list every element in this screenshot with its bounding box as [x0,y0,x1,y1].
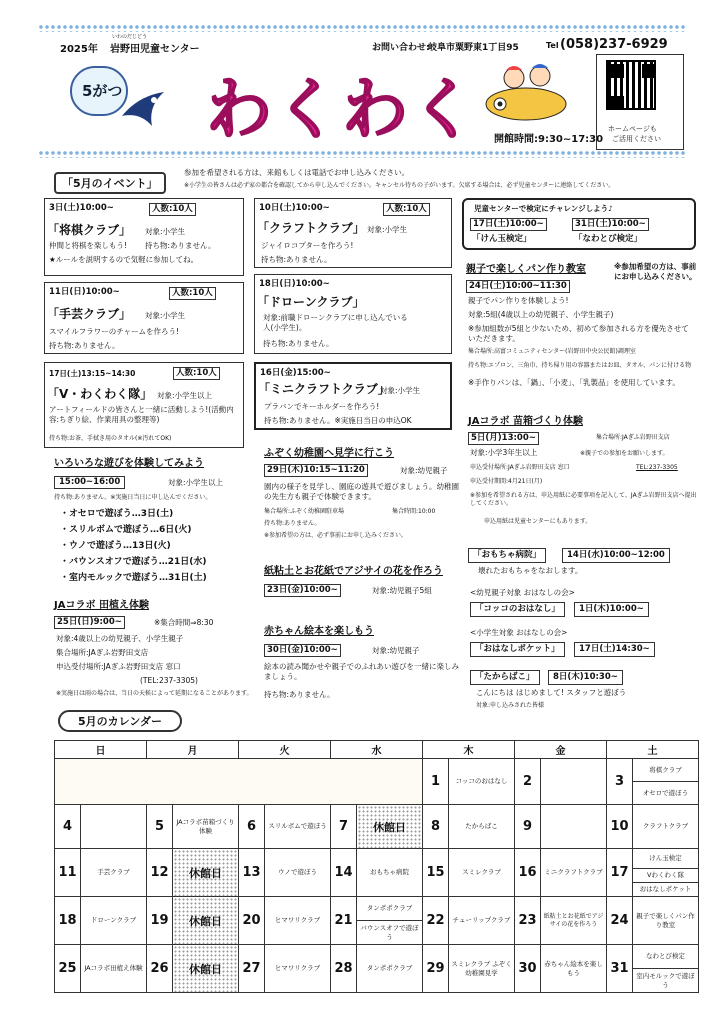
shogi-bring: 持ち物:ありません。 [145,241,216,250]
cal-event: ミニクラフトクラブ [541,849,607,897]
vwaku-date: 17日(土)13:15~14:30 [49,369,136,378]
month-badge: 5がつ [82,82,123,100]
cal-event: 手芸クラブ [81,849,147,897]
ehon-desc: 絵本の読み聞かせや親子でのふれあい遊びを一緒に楽しみましょう。 [264,662,459,681]
date-15: 15 [423,849,449,897]
challenge-name-2: 「なわとび検定」 [574,234,643,244]
swallow-icon [118,86,166,132]
cal-event: 室内モルックで遊ぼう [633,969,699,993]
drone-date: 18日(日)10:00~ [259,279,330,289]
cal-event: 赤ちゃん絵本を楽しもう [541,945,607,993]
closed-day: 休館日 [173,849,239,897]
ja-rice-target: 対象:小学3年生以上 [470,448,538,457]
shogi-target: 対象:小学生 [145,227,186,236]
cal-event: スリルボムで遊ぼう [265,805,331,849]
ehon-date: 30日(金)10:00~ [264,644,341,657]
ehon-title: 赤ちゃん絵本を楽しもう [264,626,374,637]
events-note-2: ※小学生の皆さんは必ず家の都合を確認してから申し込んでください。キャンセル待ちの子がいます。欠席する場合は、必ず児童センターに連絡してください。 [184,182,615,189]
ehon-target: 対象:幼児親子 [372,646,420,655]
challenge-title: 児童センターで検定にチャレンジしよう♪ [474,204,613,213]
play-item: ・スリルボムで遊ぼう…6日(火) [60,525,192,535]
craft-bring: 持ち物:ありません。 [261,255,332,264]
cal-event: タンポポクラブ [357,945,423,993]
drone-box [254,274,452,354]
date-14: 14 [331,849,357,897]
play-item: ・ウノで遊ぼう…13日(火) [60,541,171,551]
contact-label: お問い合わせ: [372,43,430,53]
kindergarten-date: 29日(木)10:15~11:20 [264,464,368,477]
minicraft-bring: 持ち物:ありません。※実施日当日の申込OK [264,416,412,425]
ohanashi-group-2: <小学生対象 おはなしの会> [470,628,568,637]
ja-rice-meet: 集合場所:JAぎふ岩野田支店 [596,434,670,441]
date-6: 6 [239,805,265,849]
date-2: 2 [515,759,541,805]
play-title: いろいろな遊びを体験してみよう [54,458,204,469]
koinobori-kids-icon [478,60,574,126]
cal-event: スミレクラブ [449,849,515,897]
ohanashi-date-2: 17日(土)14:30~ [574,642,655,657]
cal-event: 紙粘土とお花紙でアジサイの花を作ろう [541,897,607,945]
ja-rice-apply: 申込受付場所:JAぎふ岩野田支店 窓口 [470,464,570,471]
ja-rice-tel: TEL:237-3305 [636,464,678,471]
mid-dot-band [38,150,686,158]
vwaku-capacity: 人数:10人 [173,367,220,380]
shugei-target: 対象:小学生 [145,311,186,320]
minicraft-box [254,362,452,430]
minicraft-date: 16日(金)15:00~ [260,368,331,378]
drone-bring: 持ち物:ありません。 [263,339,334,348]
ohanashi-name-2: 「おはなしポケット」 [470,642,565,657]
bread-note-right: ※参加希望の方は、事前にお申し込みください。 [614,262,697,281]
cal-event: タンポポクラブ [357,897,423,921]
ja-taue-tel: (TEL:237-3305) [140,676,198,685]
date-27: 27 [239,945,265,993]
date-18: 18 [55,897,81,945]
kindergarten-note: ※参加希望の方は、必ず事前にお申し込みください。 [264,532,408,539]
ja-taue-date: 25日(日)9:00~ [54,616,125,629]
vwaku-box [44,362,244,448]
challenge-date-2: 31日(土)10:00~ [572,218,649,231]
bread-desc: 親子でパン作りを体験しよう! [468,296,569,305]
date-19: 19 [147,897,173,945]
shogi-title: 「将棋クラブ」 [47,223,132,237]
craft-desc: ジャイロコプターを作ろう! [261,241,354,250]
date-28: 28 [331,945,357,993]
craft-target: 対象:小学生 [367,225,408,234]
vwaku-bring: 持ち物:お茶、手拭き用のタオル(※汚れてOK) [49,435,172,442]
day-header: 水 [331,741,423,759]
date-21: 21 [331,897,357,945]
craft-title: 「クラフトクラブ」 [257,221,365,235]
cal-event: ヒマワリクラブ [265,897,331,945]
tel-label: Tel [546,41,559,50]
cal-event: 将棋クラブ [633,759,699,782]
calendar-title: 5月のカレンダー [58,710,182,732]
address: 岐阜市粟野東1丁目95 [428,43,519,53]
cal-event: Vわくわく隊 [633,869,699,883]
day-header: 火 [239,741,331,759]
date-1: 1 [423,759,449,805]
bread-note-2: ※手作りパンは、「鍋」、「小麦」、「乳製品」を使用しています。 [468,378,680,387]
calendar-table [54,740,699,993]
date-31: 31 [607,945,633,993]
qr-caption-2: ご活用ください [612,135,661,143]
shugei-title: 「手芸クラブ」 [47,307,132,321]
kindergarten-place: 集合場所:ふぞく幼稚園駐車場 [264,508,345,515]
shogi-desc: 仲間と将棋を楽しもう! [49,241,128,250]
ehon-bring: 持ち物:ありません。 [264,690,335,699]
shugei-capacity: 人数:10人 [169,287,216,300]
vwaku-title: 「V・わくわく隊」 [47,387,153,401]
craft-box [254,198,452,268]
qr-code[interactable] [606,60,656,110]
date-11: 11 [55,849,81,897]
date-29: 29 [423,945,449,993]
events-note-1: 参加を希望される方は、来館もしくは電話でお申し込みください。 [184,168,409,177]
center-name: 岩野田児童センター [110,44,200,55]
date-4: 4 [55,805,81,849]
ja-taue-meet: 集合場所:JAぎふ岩野田支店 [56,648,149,657]
play-item: ・バウンスオフで遊ぼう…21日(水) [60,557,207,567]
qr-caption-1: ホームページも [608,125,657,133]
nendo-date: 23日(金)10:00~ [264,584,341,597]
kindergarten-title: ふぞく幼稚園へ見学に行こう [264,448,394,459]
kindergarten-bring: 持ち物:ありません。 [264,520,321,527]
ja-rice-note-1: ※親子での参加をお願いします。 [580,450,669,457]
date-3: 3 [607,759,633,805]
page-title: わくわく [206,71,478,148]
shugei-date: 11日(日)10:00~ [49,287,120,297]
cal-event: スミレクラブ ふぞく幼稚園見学 [449,945,515,993]
closed-day: 休館日 [173,897,239,945]
play-item: ・オセロで遊ぼう…3日(土) [60,509,174,519]
shugei-box [44,282,244,354]
bread-note-1: ※参加組数が5組と少ないため、初めて参加される方を優先させていただきます。 [468,324,689,343]
drone-title: 「ドローンクラブ」 [257,295,365,309]
cal-event: ウノで遊ぼう [265,849,331,897]
ja-taue-note: ※実施日は雨の場合は、当日の天候によって延期になることがあります。 [56,690,253,697]
play-time: 15:00~16:00 [54,476,125,489]
calendar-illustration [55,759,423,805]
date-12: 12 [147,849,173,897]
date-22: 22 [423,897,449,945]
play-list [60,506,207,586]
date-10: 10 [607,805,633,849]
nendo-title: 紙粘土とお花紙でアジサイの花を作ろう [264,566,443,577]
cal-event: 親子で楽しくパン作り教室 [633,897,699,945]
ja-taue-time: ※集合時間⇒8:30 [154,618,214,627]
play-item: ・室内モルックで遊ぼう…31日(土) [60,573,207,583]
date-9: 9 [515,805,541,849]
ja-rice-note-2: ※参加を希望される方は、申込用紙に必要事項を記入して、JAぎふ岩野田支店へ提出してください。 [470,492,697,507]
shugei-desc: スマイルフラワーのチャームを作ろう! [49,327,179,336]
cal-event: コッコのおはなし [449,759,515,805]
craft-capacity: 人数:10人 [383,203,430,216]
cal-event: ドローンクラブ [81,897,147,945]
omocha-title: 「おもちゃ病院」 [468,548,546,563]
cal-event: JAコラボ苗箱づくり体験 [173,805,239,849]
ja-taue-title: JAコラボ 田植え体験 [54,600,149,611]
ja-rice-note-3: 申込用紙は児童センターにもあります。 [484,518,592,525]
date-30: 30 [515,945,541,993]
play-bring: 持ち物:ありません。※実施日当日に申し込んでください。 [54,494,212,501]
bread-title: 親子で楽しくパン作り教室 [466,264,586,275]
date-26: 26 [147,945,173,993]
date-5: 5 [147,805,173,849]
kindergarten-target: 対象:幼児親子 [400,466,448,475]
ohanashi-group-1: <幼児親子対象 おはなしの会> [470,588,575,597]
day-header: 木 [423,741,515,759]
cal-event: なわとび検定 [633,945,699,969]
cal-event: チューリップクラブ [449,897,515,945]
vwaku-desc: アートフィールドの皆さんと一緒に活動しよう!(活動内容:ちぎり絵、作業用具の整理等) [49,405,234,424]
cal-event: バウンスオフで遊ぼう [357,921,423,945]
events-title: 「5月のイベント」 [54,172,166,194]
header-year: 2025年 [60,44,98,55]
closed-day: 休館日 [357,805,423,849]
date-13: 13 [239,849,265,897]
date-8: 8 [423,805,449,849]
day-header: 日 [55,741,147,759]
drone-target: 対象:前職ドローンクラブに申し込んでいる人(小学生)。 [263,313,408,332]
challenge-box [462,198,696,250]
craft-date: 10日(土)10:00~ [259,203,330,213]
takarabako-name: 「たからばこ」 [470,670,540,685]
date-23: 23 [515,897,541,945]
takarabako-target: 対象:申し込みされた皆様 [476,702,545,709]
challenge-name-1: 「けん玉検定」 [472,234,532,244]
day-header: 金 [515,741,607,759]
cal-event: たからばこ [449,805,515,849]
cal-event: JAコラボ田植え体験 [81,945,147,993]
cal-event: クラフトクラブ [633,805,699,849]
ja-taue-apply: 申込受付場所:JAぎふ岩野田支店 窓口 [56,662,181,671]
kindergarten-desc: 園内の様子を見学し、園庭の遊具で遊びましょう。幼稚園の先生方も親子で体験できます。 [264,482,459,501]
closed-day: 休館日 [173,945,239,993]
ja-rice-title: JAコラボ 苗箱づくり体験 [468,416,583,427]
shugei-bring: 持ち物:ありません。 [49,341,120,350]
cal-event: おもちゃ病院 [357,849,423,897]
ja-taue-target: 対象:4歳以上の幼児親子、小学生親子 [56,634,184,643]
date-20: 20 [239,897,265,945]
takarabako-date: 8日(木)10:30~ [548,670,623,685]
date-7: 7 [331,805,357,849]
date-24: 24 [607,897,633,945]
opening-hours: 開館時間:9:30~17:30 [494,134,604,145]
cal-event: おはなしポケット [633,883,699,897]
challenge-date-1: 17日(土)10:00~ [470,218,547,231]
shogi-note: ★ルールを説明するので気軽に参加してね。 [49,255,199,264]
ja-rice-deadline: 申込受付期間:4月21日(月) [470,478,543,485]
minicraft-target: 対象:小学生 [380,386,421,395]
day-header: 月 [147,741,239,759]
omocha-desc: 壊れたおもちゃをなおします。 [478,566,583,575]
ja-rice-date: 5日(月)13:00~ [468,432,539,445]
minicraft-desc: プラバンでキーホルダーを作ろう! [264,402,380,411]
cal-event: オセロで遊ぼう [633,782,699,805]
date-16: 16 [515,849,541,897]
nendo-target: 対象:幼児親子5組 [372,586,432,595]
cal-event: ヒマワリクラブ [265,945,331,993]
bread-place: 集合場所:高富コミュニティセンター(岩野田中央公民館)調理室 [468,348,636,355]
omocha-date: 14日(水)10:00~12:00 [562,548,670,563]
kindergarten-time: 集合時間:10:00 [392,508,436,515]
shogi-date: 3日(土)10:00~ [49,203,114,213]
bread-date: 24日(土)10:00~11:30 [466,280,570,293]
day-header: 土 [607,741,699,759]
shogi-box [44,198,244,276]
date-25: 25 [55,945,81,993]
center-ruby: いわのだじどう [112,34,148,40]
bread-bring: 持ち物:エプロン、三角巾、持ち帰り用の容器またはお皿、タオル、パンに付ける物 [468,362,692,369]
date-17: 17 [607,849,633,897]
top-dot-band [38,24,686,32]
bread-target: 対象:5組(4歳以上の幼児親子、小学生親子) [468,310,614,319]
minicraft-title: 「ミニクラフトクラブ」 [258,382,390,396]
takarabako-desc: こんにちは はじめまして! スタッフと遊ぼう [476,688,627,697]
tel-number: (058)237-6929 [560,37,668,52]
shogi-capacity: 人数:10人 [149,203,196,216]
ohanashi-name-1: 「コッコのおはなし」 [470,602,565,617]
play-target: 対象:小学生以上 [168,478,224,487]
cal-event: けん玉検定 [633,849,699,869]
vwaku-target: 対象:小学生以上 [157,391,213,400]
ohanashi-date-1: 1日(木)10:00~ [574,602,649,617]
